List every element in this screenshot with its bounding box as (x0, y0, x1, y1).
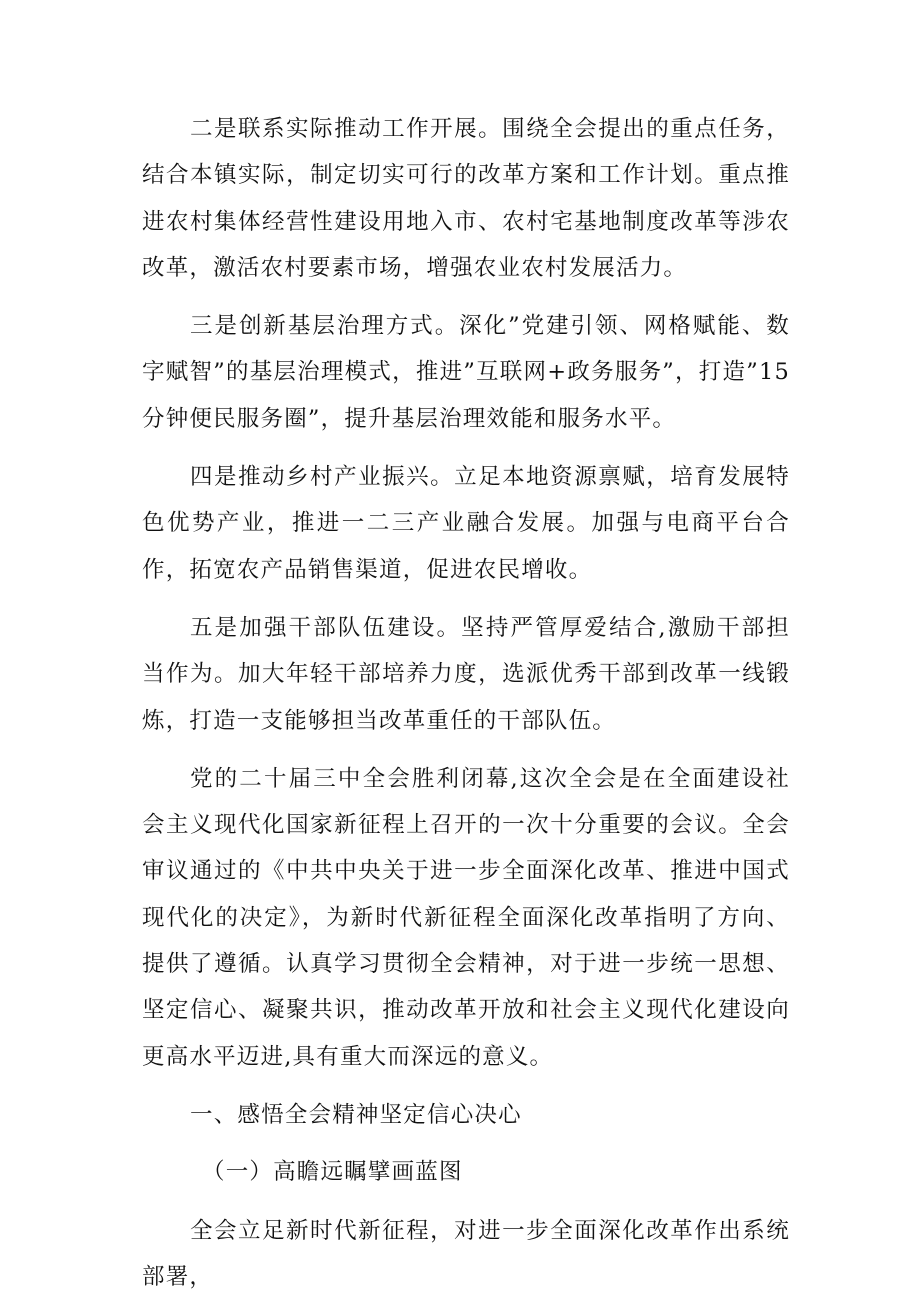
paragraph-systematic-deployment: 全会立足新时代新征程，对进一步全面深化改革作出系统部署， (142, 1217, 790, 1290)
document-body (142, 106, 790, 1312)
paragraph-grassroots-governance: 三是创新基层治理方式。深化”党建引领、网格赋能、数字赋智”的基层治理模式，推进”互联网+政务服务”，打造”15分钟便民服务圈”，提升基层治理效能和服务水平。 (142, 313, 790, 432)
section-heading: 一、感悟全会精神坚定信心决心 (190, 1101, 522, 1128)
subsection-heading: （一）高瞻远瞩擘画蓝图 (202, 1159, 463, 1186)
paragraph-rural-industry: 四是推动乡村产业振兴。立足本地资源禀赋，培育发展特色优势产业，推进一二三产业融合发展。加强与电商平台合作，拓宽农产品销售渠道，促进农民增收。 (142, 464, 790, 583)
paragraph-cadre-team: 五是加强干部队伍建设。坚持严管厚爱结合,激励干部担当作为。加大年轻干部培养力度，选派优秀干部到改革一线锻炼，打造一支能够担当改革重任的干部队伍。 (142, 614, 790, 734)
paragraph-plenary-session: 党的二十届三中全会胜利闭幕,这次全会是在全面建设社会主义现代化国家新征程上召开的一次十分重要的会议。全会审议通过的《中共中央关于进一步全面深化改革、推进中国式现代化的决定》，为新时代新征程全面深化改革指明了方向、提供了遵循。认真学习贯彻全会精神，对于进一步统一思想、坚定信心、凝聚共识，推动改革开放和社会主义现代化建设向更高水平迈进,具有重大而深远的意义。 (142, 765, 790, 1070)
paragraph-rural-reform: 二是联系实际推动工作开展。围绕全会提出的重点任务，结合本镇实际，制定切实可行的改革方案和工作计划。重点推进农村集体经营性建设用地入市、农村宅基地制度改革等涉农改革，激活农村要素市场，增强农业农村发展活力。 (142, 116, 790, 281)
